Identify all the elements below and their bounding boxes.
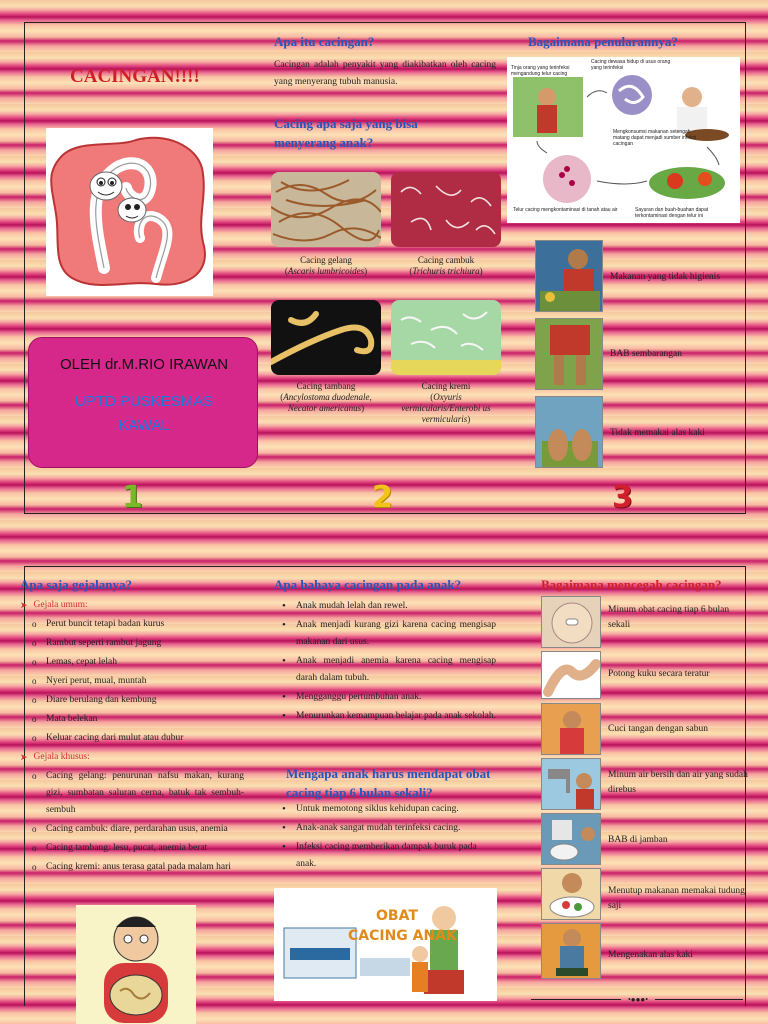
general-symptoms-list <box>20 616 250 749</box>
list-item: • Anak mudah lelah dan rewel. <box>274 598 496 615</box>
worm-cartoon-image <box>46 128 213 296</box>
heading-worm-types: Cacing apa saja yang bisa menyerang anak? <box>274 116 418 150</box>
list-item: o Keluar cacing dari mulut atau dubur <box>20 730 250 747</box>
prevention-item-4: Minum air bersih dan air yang sudah direbus <box>608 770 748 795</box>
list-item: • Menurunkan kemampuan belajar pada anak sekolah. <box>274 708 496 725</box>
open-defecation-image <box>535 318 603 390</box>
specific-symptoms-list <box>20 768 244 878</box>
list-item: • Untuk memotong siklus kehidupan cacing. <box>274 801 496 818</box>
barefoot-image <box>535 396 603 468</box>
roundworm-image <box>271 172 381 247</box>
list-item: o Mata belekan <box>20 711 250 728</box>
medicine-image <box>541 596 601 648</box>
transmission-item-2: BAB sembarangan <box>610 349 683 359</box>
toilet-image <box>541 813 601 865</box>
cycle-label-d: Telur cacing mengkontaminasi di tanah atau air <box>513 207 618 213</box>
list-item: o Cacing tambang: lesu, pucat, anemia berat <box>20 840 244 857</box>
cycle-label-c: Mengkonsumsi makanan setengah matang dapat menjadi sumber infeksi cacingan <box>613 129 697 147</box>
arrow-bullet-icon: ➤ <box>20 600 28 610</box>
wearing-shoes-image <box>541 923 601 979</box>
list-item: o Nyeri perut, mual, muntah <box>20 673 250 690</box>
heading-dangers: Apa bahaya cacingan pada anak? <box>274 577 462 592</box>
prevention-item-3: Cuci tangan dengan sabun <box>608 724 708 734</box>
poster-title-line-1: OBAT <box>376 908 418 924</box>
whipworm-image <box>391 172 501 247</box>
clean-water-image <box>541 758 601 810</box>
transmission-item-3: Tidak memakai alas kaki <box>610 428 705 438</box>
transmission-item-1: Makanan yang tidak higienis <box>610 272 721 282</box>
list-item: o Cacing cambuk: diare, perdarahan usus, anemia <box>20 821 244 838</box>
page-number-2: 2 <box>372 480 393 515</box>
pinworm-caption: Cacing kremi (Oxyuris vermicularis/Enterobi us vermicularis) <box>401 381 491 424</box>
prevention-item-7: Mengenakan alas kaki <box>608 950 693 960</box>
list-item: • Anak-anak sangat mudah terinfeksi cacing. <box>274 820 496 837</box>
author-name: OLEH dr.M.RIO IRAWAN <box>59 356 229 373</box>
list-item: • Mengganggu pertumbuhan anak. <box>274 689 496 706</box>
list-item: • Anak menjadi anemia karena cacing mengisap darah dalam tubuh. <box>274 653 496 687</box>
reasons-list <box>274 801 496 875</box>
pinworm-image <box>391 300 501 375</box>
prevention-item-2: Potong kuku secara teratur <box>608 669 710 679</box>
page-title: CACINGAN!!!! <box>70 66 200 87</box>
sick-child-image <box>76 905 196 1024</box>
list-item: • Infeksi cacing memberikan dampak buruk pada anak. <box>274 839 496 873</box>
cycle-label-a: Tinja orang yang terinfeksi mengandung telur cacing <box>511 65 570 77</box>
list-item: o Lemas, cepat lelah <box>20 654 250 671</box>
heading-symptoms: Apa saja gejalanya? <box>20 577 132 592</box>
heading-prevention: Bagaimana mencegah cacingan? <box>541 577 722 592</box>
list-item: o Cacing gelang: penurunan nafsu makan, kurang gizi, sumbatan saluran cerna, batuk tak sembuh-sembuh <box>20 768 244 819</box>
handwashing-image <box>541 703 601 755</box>
hookworm-caption: Cacing tambang (Ancylostoma duodenale, Necator americanus) <box>280 381 372 413</box>
nail-clipping-image <box>541 651 601 699</box>
decorative-divider: •●●●• <box>531 996 743 1004</box>
list-item: o Rambut seperti rambut jagung <box>20 635 250 652</box>
heading-transmission: Bagaimana penularannya? <box>528 34 678 49</box>
prevention-item-5: BAB di jamban <box>608 835 668 845</box>
prevention-item-6: Menutup makanan memakai tudung saji <box>608 886 745 911</box>
transmission-cycle-diagram <box>507 57 740 223</box>
list-item: o Diare berulang dan kembung <box>20 692 250 709</box>
deworming-poster-image <box>274 888 497 1001</box>
list-item: o Perut buncit tetapi badan kurus <box>20 616 250 633</box>
prevention-item-1: Minum obat cacing tiap 6 bulan sekali <box>608 605 730 630</box>
arrow-bullet-icon: ➤ <box>20 752 28 762</box>
cycle-label-e: Sayuran dan buah-buahan dapat terkontaminasi dengan telur ini <box>635 207 709 219</box>
hookworm-image <box>271 300 381 375</box>
specific-symptoms-heading: ➤ Gejala khusus: <box>20 749 90 766</box>
organization-name: UPTD.PUSKESMAS KAWAL <box>74 393 214 434</box>
definition-text: Cacingan adalah penyakit yang diakibatkan oleh cacing yang menyerang tubuh manusia. <box>274 60 496 87</box>
list-item: o Cacing kremi: anus terasa gatal pada malam hari <box>20 859 244 876</box>
list-item: • Anak menjadi kurang gizi karena cacing mengisap makanan dari usus. <box>274 617 496 651</box>
whipworm-caption: Cacing cambuk (Trichuris trichiura) <box>409 255 483 276</box>
dangers-list <box>274 598 496 727</box>
roundworm-caption: Cacing gelang (Ascaris lumbricoides) <box>284 255 368 276</box>
heading-what-is-worm: Apa itu cacingan? <box>274 34 375 49</box>
page-number-3: 3 <box>612 480 633 515</box>
general-symptoms-heading: ➤ Gejala umum: <box>20 597 88 614</box>
cycle-label-b: Cacing dewasa hidup di usus orang yang terinfeksi <box>591 59 671 71</box>
food-cover-image <box>541 868 601 920</box>
unhygienic-food-image <box>535 240 603 312</box>
poster-title-line-2: CACING ANAK <box>348 928 457 944</box>
heading-deworming-reason: Mengapa anak harus mendapat obat cacing tiap 6 bulan sekali? <box>286 766 491 800</box>
author-box <box>28 337 258 468</box>
page-number-1: 1 <box>122 480 143 515</box>
